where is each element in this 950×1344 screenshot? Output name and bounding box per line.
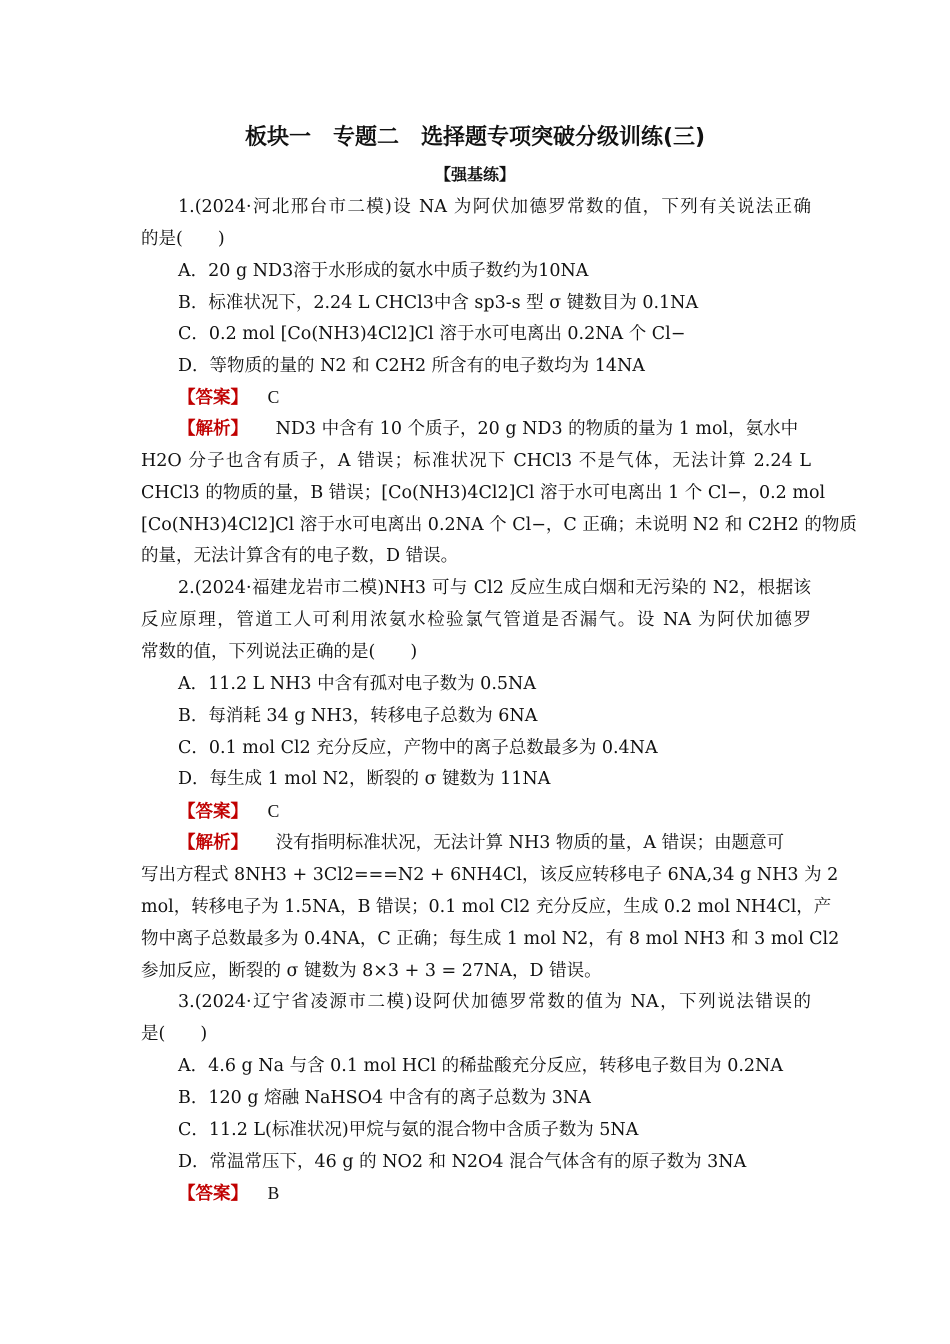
q2-stem-line3: 常数的值，下列说法正确的是( ) <box>141 642 418 662</box>
q2-answer-row <box>178 800 811 823</box>
q2-analysis-line1: 没有指明标准状况，无法计算 NH3 物质的量，A 错误；由题意可 <box>275 833 785 853</box>
q2-analysis-line4: 物中离子总数最多为 0.4NA，C 正确；每生成 1 mol N2，有 8 mol NH3 和 3 mol Cl2 <box>141 929 840 949</box>
q3-option-d: D．常温常压下，46 g 的 NO2 和 N2O4 混合气体含有的原子数为 3NA <box>178 1152 747 1172</box>
q3-stem-line1: 3.(2024·辽宁省凌源市二模)设阿伏加德罗常数的值为 NA，下列说法错误的 <box>178 992 811 1012</box>
q1-option-a: A．20 g ND3溶于水形成的氨水中质子数约为10NA <box>178 261 589 281</box>
q2-analysis-row <box>178 832 811 854</box>
q1-analysis-line3: CHCl3 的物质的量，B 错误；[Co(NH3)4Cl2]Cl 溶于水可电离出 1 个 Cl−，0.2 mol <box>141 483 826 503</box>
q3-answer-label: 【答案】 <box>178 1184 248 1204</box>
page-title: 板块一 专题二 选择题专项突破分级训练(三) <box>244 125 706 150</box>
q2-analysis-line5: 参加反应，断裂的 σ 键数为 8×3 + 3 = 27NA，D 错误。 <box>141 961 602 981</box>
q1-answer-row <box>178 386 811 409</box>
q1-stem-line1: 1.(2024·河北邢台市二模)设 NA 为阿伏加德罗常数的值，下列有关说法正确 <box>178 197 811 217</box>
q2-analysis-label: 【解析】 <box>178 833 248 853</box>
q3-option-b: B．120 g 熔融 NaHSO4 中含有的离子总数为 3NA <box>178 1088 591 1108</box>
q1-option-d: D．等物质的量的 N2 和 C2H2 所含有的电子数均为 14NA <box>178 356 645 376</box>
q2-option-c: C．0.1 mol Cl2 充分反应，产物中的离子总数最多为 0.4NA <box>178 738 658 758</box>
q2-stem-line1: 2.(2024·福建龙岩市二模)NH3 可与 Cl2 反应生成白烟和无污染的 N2，根据该 <box>178 578 811 598</box>
q2-answer-value: C <box>267 801 280 821</box>
q2-option-d: D．每生成 1 mol N2，断裂的 σ 键数为 11NA <box>178 769 551 789</box>
q1-analysis-label: 【解析】 <box>178 419 248 439</box>
q1-analysis-line2: H2O 分子也含有质子，A 错误；标准状况下 CHCl3 不是气体，无法计算 2.24 L <box>141 451 811 471</box>
q3-answer-value: B <box>267 1183 280 1203</box>
q1-analysis-line4: [Co(NH3)4Cl2]Cl 溶于水可电离出 0.2NA 个 Cl−，C 正确；未说明 N2 和 C2H2 的物质 <box>141 515 857 535</box>
q1-stem-line2: 的是( ) <box>141 229 225 249</box>
q2-analysis-line2: 写出方程式 8NH3 + 3Cl2===N2 + 6NH4Cl，该反应转移电子 6NA,34 g NH3 为 2 <box>141 865 839 885</box>
q1-answer-value: C <box>267 387 280 407</box>
q1-answer-label: 【答案】 <box>178 388 248 408</box>
q2-option-b: B．每消耗 34 g NH3，转移电子总数为 6NA <box>178 706 538 726</box>
q2-answer-label: 【答案】 <box>178 802 248 822</box>
q1-analysis-row <box>178 418 811 440</box>
q2-analysis-line3: mol，转移电子为 1.5NA，B 错误；0.1 mol Cl2 充分反应，生成 0.2 mol NH4Cl，产 <box>141 897 832 917</box>
q3-option-a: A．4.6 g Na 与含 0.1 mol HCl 的稀盐酸充分反应，转移电子数目为 0.2NA <box>178 1056 784 1076</box>
q1-option-b: B．标准状况下，2.24 L CHCl3中含 sp3-s 型 σ 键数目为 0.1NA <box>178 293 699 313</box>
q1-analysis-line5: 的量，无法计算含有的电子数，D 错误。 <box>141 546 459 566</box>
q3-stem-line2: 是( ) <box>141 1024 208 1044</box>
section-heading: 【强基练】 <box>434 165 515 184</box>
q3-option-c: C．11.2 L(标准状况)甲烷与氨的混合物中含质子数为 5NA <box>178 1120 639 1140</box>
q1-option-c: C．0.2 mol [Co(NH3)4Cl2]Cl 溶于水可电离出 0.2NA 个 Cl− <box>178 324 686 344</box>
q1-analysis-line1: ND3 中含有 10 个质子，20 g ND3 的物质的量为 1 mol，氨水中 <box>275 419 799 439</box>
q2-stem-line2: 反应原理，管道工人可利用浓氨水检验氯气管道是否漏气。设 NA 为阿伏加德罗 <box>141 610 811 630</box>
q3-answer-row <box>178 1182 811 1205</box>
q2-option-a: A．11.2 L NH3 中含有孤对电子数为 0.5NA <box>178 674 536 694</box>
